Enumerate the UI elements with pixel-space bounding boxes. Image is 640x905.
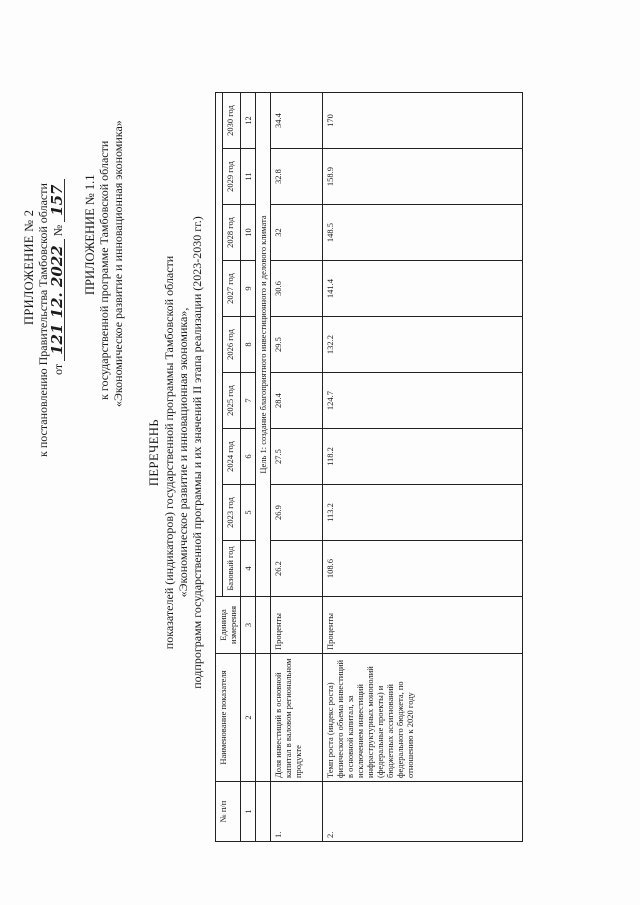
row-num: 2. — [323, 782, 523, 842]
header-base-year: Базовый год — [223, 541, 241, 597]
row-unit: Проценты — [271, 597, 323, 654]
header-year: 2026 год — [223, 317, 241, 373]
row-value: 141.4 — [323, 261, 523, 317]
row-value: 27.5 — [271, 429, 323, 485]
row-value: 32 — [271, 205, 323, 261]
column-number: 3 — [241, 597, 256, 654]
column-number: 8 — [241, 317, 256, 373]
date-prefix: от — [51, 363, 65, 375]
goal-text: Цель 1: создание благоприятного инвестиционного и делового климата — [256, 93, 271, 597]
row-value: 30.6 — [271, 261, 323, 317]
header-year: 2030 год — [223, 93, 241, 149]
table-row — [323, 93, 523, 842]
appendix-2-title: ПРИЛОЖЕНИЕ № 2 — [22, 209, 36, 325]
handwritten-date: 121 12. 2022 — [50, 239, 65, 361]
document-subtitle-2: «Экономическое развитие и инновационная экономика», — [176, 307, 190, 598]
header-year: 2025 год — [223, 373, 241, 429]
row-value: 118.2 — [323, 429, 523, 485]
row-unit: Проценты — [323, 597, 523, 654]
table-row — [271, 93, 323, 842]
header-year: 2029 год — [223, 149, 241, 205]
header-year: 2027 год — [223, 261, 241, 317]
appendix-1-1-title: ПРИЛОЖЕНИЕ № 1.1 — [83, 174, 97, 295]
row-value: 158.9 — [323, 149, 523, 205]
appendix-2-reference: к постановлению Правительства Тамбовской области — [36, 183, 50, 457]
header-unit: Единица измерения — [216, 597, 241, 654]
row-value: 148.5 — [323, 205, 523, 261]
column-number: 4 — [241, 541, 256, 597]
column-number: 2 — [241, 654, 256, 782]
table-header-row — [216, 93, 223, 842]
row-value: 170 — [323, 93, 523, 149]
appendix-1-1-line2: «Экономическое развитие и инновационная экономика» — [111, 120, 125, 407]
goal-empty-cell — [256, 654, 271, 782]
row-value: 26.9 — [271, 485, 323, 541]
row-value: 32.8 — [271, 149, 323, 205]
document-subtitle-1: показателей (индикаторов) государственной программы Тамбовской области — [162, 255, 176, 650]
goal-row — [256, 93, 271, 842]
header-name: Наименование показателя — [216, 654, 241, 782]
appendix-2-date-line — [50, 179, 65, 375]
goal-empty-cell — [256, 597, 271, 654]
header-values-group — [216, 93, 223, 597]
row-value: 113.2 — [323, 485, 523, 541]
header-year: 2028 год — [223, 205, 241, 261]
row-value: 132.2 — [323, 317, 523, 373]
row-value: 29.5 — [271, 317, 323, 373]
row-value: 124.7 — [323, 373, 523, 429]
column-number: 11 — [241, 149, 256, 205]
header-year: 2024 год — [223, 429, 241, 485]
row-base-value: 108.6 — [323, 541, 523, 597]
column-number-row — [241, 93, 256, 842]
document-subtitle-3: подпрограмм государственной программы и их значений II этапа реализации (2023-2030 гг.) — [190, 216, 204, 689]
document-title: ПЕРЕЧЕНЬ — [147, 418, 161, 487]
goal-empty-cell — [256, 782, 271, 842]
row-value: 28.4 — [271, 373, 323, 429]
row-indicator-name: Темп роста (индекс роста) физического объема инвестиций в основной капитал, за исключением инвестиций инфраструктурных монополий (федеральные проекты) и бюджетных ассигнований федерального бюджета, по отношению к 2020 году — [323, 654, 523, 782]
column-number: 9 — [241, 261, 256, 317]
row-base-value: 26.2 — [271, 541, 323, 597]
number-prefix: № — [51, 224, 65, 237]
header-year: 2023 год — [223, 485, 241, 541]
indicators-table — [215, 92, 523, 842]
handwritten-number: 157 — [50, 179, 65, 222]
row-num: 1. — [271, 782, 323, 842]
column-number: 7 — [241, 373, 256, 429]
column-number: 12 — [241, 93, 256, 149]
row-value: 34.4 — [271, 93, 323, 149]
column-number: 10 — [241, 205, 256, 261]
row-indicator-name: Доля инвестиций в основной капитал в валовом региональном продукте — [271, 654, 323, 782]
column-number: 1 — [241, 782, 256, 842]
header-num: № п/п — [216, 782, 241, 842]
appendix-1-1-line1: к государственной программе Тамбовской области — [97, 140, 111, 400]
column-number: 5 — [241, 485, 256, 541]
column-number: 6 — [241, 429, 256, 485]
